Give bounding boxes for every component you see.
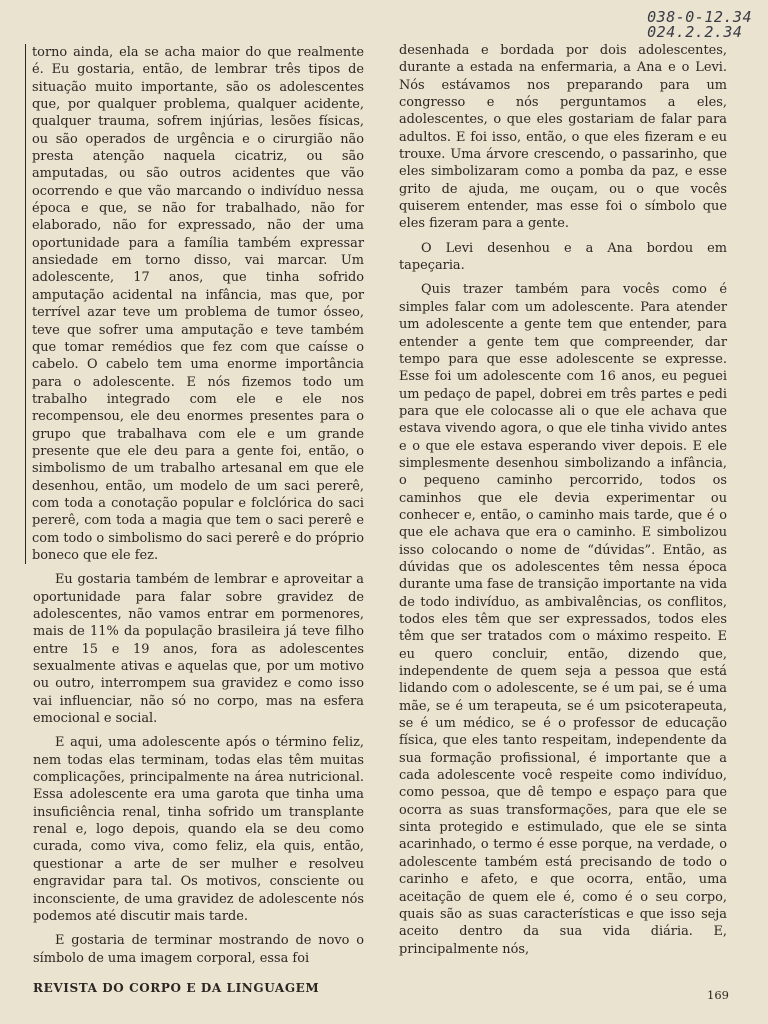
paragraph: E aqui, uma adolescente após o término feliz, nem todas elas terminam, todas elas têm muitas complicações, principalmente na área nutricional. Essa adolescente era uma garota que tinha uma insuficiência renal, tinha sofrido um transplante renal e, logo depois, quando ela se deu como curada, como viva, como feliz, ela quis, então, questionar a arte de ser mulher e resolveu engravidar para tal. Os motivos, consciente ou inconsciente, de uma gravidez de adolescente nós podemos até discutir mais tarde.: [33, 735, 364, 924]
paragraph: torno ainda, ela se acha maior do que realmente é. Eu gostaria, então, de lembrar três tipos de situação muito importante, são os adolescentes que, por qualquer problema, qualquer acidente, qualquer trauma, sofrem injúrias, lesões físicas, ou são operados de urgência e o cirurgião não presta atenção naquela cicatriz, ou são amputadas, ou são outros acidentes que vão ocorrendo e que vão marcando o indivíduo nessa época e que, se não for trabalhado, não for elaborado, não for expressado, não der uma oportunidade para a família também expressar ansiedade em torno disso, vai marcar. Um adolescente, 17 anos, que tinha sofrido amputação acidental na infância, mas que, por terrível azar teve um problema de tumor ósseo, teve que sofrer uma amputação e teve também que tomar remédios que fez com que caísse o cabelo. O cabelo tem uma enorme importância para o adolescente. E nós fizemos todo um trabalho integrado com ele e ele nos recompensou, ele deu enormes presentes para o grupo que trabalhava com ele e um grande presente que ele deu para a gente foi, então, o simbolismo de um trabalho artesanal em que ele desenhou, então, um modelo de um saci pererê, com toda a conotação popular e folclórica do saci pererê, com toda a magia que tem o saci pererê e com todo o simbolismo do saci pererê e do próprio boneco que ele fez.: [25, 44, 364, 564]
left-column: [33, 44, 364, 974]
column-divider: [380, 44, 381, 952]
paragraph: O Levi desenhou e a Ana bordou em tapeçaria.: [399, 240, 727, 274]
journal-title: REVISTA DO CORPO E DA LINGUAGEM: [33, 981, 320, 995]
paragraph: desenhada e bordada por dois adolescentes, durante a estada na enfermaria, a Ana e o Levi. Nós estávamos nos preparando para um congresso e nós perguntamos a eles, adolescentes, o que eles gostariam de falar para adultos. E foi isso, então, o que eles fizeram e eu trouxe. Uma árvore crescendo, o passarinho, que eles simbolizaram como a pomba da paz, e esse grito de ajuda, me ouçam, ou o que vocês quiserem entender, mas esse foi o símbolo que eles fizeram para a gente.: [399, 43, 727, 232]
paragraph: Eu gostaria também de lembrar e aproveitar a oportunidade para falar sobre gravidez de adolescentes, não vamos entrar em pormenores, mais de 11% da população brasileira já teve filho entre 15 e 19 anos, fora as adolescentes sexualmente ativas e aquelas que, por um motivo ou outro, interrompem sua gravidez e como isso vai influenciar, não só no corpo, mas na esfera emocional e social.: [33, 572, 364, 727]
paragraph: Quis trazer também para vocês como é simples falar com um adolescente. Para atender um adolescente a gente tem que entender, para entender a gente tem que compreender, dar tempo para que esse adolescente se expresse. Esse foi um adolescente com 16 anos, eu peguei um pedaço de papel, dobrei em três partes e pedi para que ele colocasse ali o que ele achava que estava vivendo agora, o que ele tinha vivido antes e o que ele estava esperando viver depois. E ele simplesmente desenhou simbolizando a infância, o pequeno caminho percorrido, todos os caminhos que ele devia experimentar ou conhecer e, então, o caminho mais tarde, que é o que ele achava que era o caminho. E simbolizou isso colocando o nome de “dúvidas”. Então, as dúvidas que os adolescentes têm nessa época durante uma fase de transição importante na vida de todo indivíduo, as ambivalências, os conflitos, todos eles têm que ser expressados, todos eles têm que ser tratados com o máximo respeito. E eu quero concluir, então, dizendo que, independente de quem seja a pessoa que está lidando com o adolescente, se é um pai, se é uma mãe, se é um terapeuta, se é um psicoterapeuta, se é um médico, se é o professor de educação física, que eles tanto respeitam, independente da sua formação profissional, é importante que a cada adolescente você respeite como indivíduo, como pessoa, que dê tempo e espaço para que ocorra as suas transformações, para que ele se sinta protegido e estimulado, que ele se sinta acarinhado, o termo é esse porque, na verdade, o adolescente também está precisando de todo o carinho e afeto, e que ocorra, então, uma aceitação de quem ele é, como é o seu corpo, quais são as suas características e que isso seja aceito dentro da sua vida diária. E, principalmente nós,: [399, 282, 727, 957]
paragraph: E gostaria de terminar mostrando de novo o símbolo de uma imagem corporal, essa foi: [33, 933, 364, 966]
page-number: 169: [707, 988, 729, 1002]
handwritten-annotation: [647, 10, 752, 40]
annotation-line-2: 024.2.2.34: [647, 23, 743, 41]
right-column: [399, 42, 727, 965]
annotation-line-1: 038-0-12.34: [647, 8, 752, 26]
